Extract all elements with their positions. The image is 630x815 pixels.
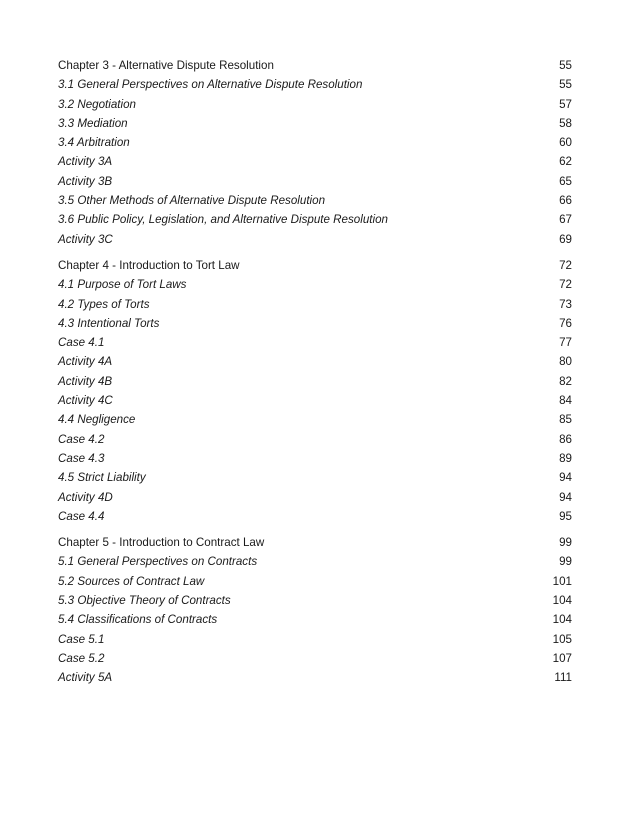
toc-entry-row[interactable] <box>58 552 572 571</box>
toc-page-number: 89 <box>559 451 572 465</box>
toc-entry-title: Case 5.1 <box>58 632 105 646</box>
toc-chapter-row[interactable] <box>58 533 572 552</box>
toc-entry-title: 5.3 Objective Theory of Contracts <box>58 594 231 608</box>
toc-entry-title: 3.4 Arbitration <box>58 136 130 150</box>
toc-entry-row[interactable] <box>58 75 572 94</box>
toc-entry-title: 4.3 Intentional Torts <box>58 316 160 330</box>
toc-page-number: 111 <box>554 671 572 685</box>
toc-entry-title: 3.5 Other Methods of Alternative Dispute Resolution <box>58 194 326 208</box>
toc-entry-row[interactable] <box>58 172 572 191</box>
toc-chapter-row[interactable] <box>58 56 572 75</box>
toc-section <box>58 56 572 249</box>
toc-entry-row[interactable] <box>58 133 572 152</box>
toc-entry-title: 4.4 Negligence <box>58 413 136 427</box>
toc-entry-row[interactable] <box>58 610 572 629</box>
toc-page-number: 104 <box>552 594 572 608</box>
toc-entry-title: Activity 3C <box>58 232 113 246</box>
toc-page-number: 60 <box>559 136 572 150</box>
toc-page-number: 80 <box>559 355 572 369</box>
toc-chapter-row[interactable] <box>58 256 572 275</box>
toc-page-number: 95 <box>559 509 572 523</box>
toc-entry-row[interactable] <box>58 630 572 649</box>
toc-page-number: 72 <box>559 258 572 272</box>
toc-entry-title: 5.2 Sources of Contract Law <box>58 574 205 588</box>
toc-chapter-title: Chapter 5 - Introduction to Contract Law <box>58 536 265 550</box>
toc-entry-title: 4.5 Strict Liability <box>58 471 146 485</box>
toc-entry-title: 4.1 Purpose of Tort Laws <box>58 278 187 292</box>
toc-entry-title: 4.2 Types of Torts <box>58 297 150 311</box>
toc-entry-row[interactable] <box>58 649 572 668</box>
toc-page-number: 76 <box>559 316 572 330</box>
toc-entry-title: Activity 4B <box>58 374 113 388</box>
toc-chapter-title: Chapter 3 - Alternative Dispute Resolution <box>58 59 274 72</box>
toc-page-number: 69 <box>559 232 572 246</box>
toc-entry-row[interactable] <box>58 488 572 507</box>
toc-entry-title: Case 4.3 <box>58 451 105 465</box>
toc-page-number: 67 <box>559 213 572 227</box>
toc-entry-title: Activity 4D <box>58 490 113 504</box>
toc-entry-row[interactable] <box>58 275 572 294</box>
toc-entry-row[interactable] <box>58 507 572 526</box>
toc-page-number: 58 <box>559 116 572 130</box>
toc-entry-row[interactable] <box>58 230 572 249</box>
toc-entry-title: Activity 3B <box>58 174 113 188</box>
toc-entry-title: 3.3 Mediation <box>58 116 128 130</box>
toc-entry-title: Case 4.4 <box>58 509 105 523</box>
toc-page-number: 104 <box>552 613 572 627</box>
toc-page-number: 57 <box>559 97 572 111</box>
toc-page-number: 99 <box>559 536 572 550</box>
toc-entry-row[interactable] <box>58 430 572 449</box>
toc-entry-title: 3.1 General Perspectives on Alternative Dispute Resolution <box>58 78 363 92</box>
toc-page-number: 66 <box>559 194 572 208</box>
toc-entry-title: Activity 3A <box>58 155 113 169</box>
toc-page-number: 84 <box>559 394 572 408</box>
toc-entry-row[interactable] <box>58 333 572 352</box>
toc-section <box>58 256 572 526</box>
toc-entry-row[interactable] <box>58 410 572 429</box>
toc-page-number: 94 <box>559 490 572 504</box>
toc-entry-row[interactable] <box>58 314 572 333</box>
toc-page-number: 82 <box>559 374 572 388</box>
toc-entry-title: 3.6 Public Policy, Legislation, and Alternative Dispute Resolution <box>58 213 388 227</box>
toc-page-number: 85 <box>559 413 572 427</box>
toc-page-number: 62 <box>559 155 572 169</box>
toc-entry-title: Case 4.2 <box>58 432 105 446</box>
table-of-contents <box>58 56 572 688</box>
toc-entry-title: Activity 5A <box>58 671 113 685</box>
toc-entry-row[interactable] <box>58 591 572 610</box>
toc-entry-title: Activity 4A <box>58 355 113 369</box>
toc-entry-row[interactable] <box>58 210 572 229</box>
toc-section <box>58 533 572 687</box>
toc-entry-row[interactable] <box>58 95 572 114</box>
toc-entry-row[interactable] <box>58 295 572 314</box>
toc-page-number: 77 <box>559 336 572 350</box>
toc-page-number: 86 <box>559 432 572 446</box>
toc-entry-row[interactable] <box>58 114 572 133</box>
toc-chapter-title: Chapter 4 - Introduction to Tort Law <box>58 258 240 272</box>
toc-page-number: 101 <box>552 574 572 588</box>
toc-page-number: 107 <box>552 651 572 665</box>
toc-entry-title: 5.4 Classifications of Contracts <box>58 613 218 627</box>
toc-page-number: 105 <box>552 632 572 646</box>
toc-entry-row[interactable] <box>58 372 572 391</box>
toc-page-number: 99 <box>559 555 572 569</box>
toc-entry-row[interactable] <box>58 572 572 591</box>
toc-page-number: 94 <box>559 471 572 485</box>
toc-page-number: 73 <box>559 297 572 311</box>
toc-entry-row[interactable] <box>58 468 572 487</box>
toc-entry-row[interactable] <box>58 668 572 687</box>
toc-page-number: 65 <box>559 174 572 188</box>
toc-page-number: 55 <box>559 78 572 92</box>
toc-entry-row[interactable] <box>58 152 572 171</box>
toc-entry-row[interactable] <box>58 449 572 468</box>
toc-entry-row[interactable] <box>58 352 572 371</box>
toc-entry-row[interactable] <box>58 391 572 410</box>
toc-page-number: 72 <box>559 278 572 292</box>
toc-entry-title: 5.1 General Perspectives on Contracts <box>58 555 258 569</box>
toc-entry-title: Case 4.1 <box>58 336 105 350</box>
toc-page-number: 55 <box>559 59 572 72</box>
toc-entry-title: Case 5.2 <box>58 651 105 665</box>
toc-entry-title: Activity 4C <box>58 394 113 408</box>
toc-entry-row[interactable] <box>58 191 572 210</box>
toc-entry-title: 3.2 Negotiation <box>58 97 136 111</box>
